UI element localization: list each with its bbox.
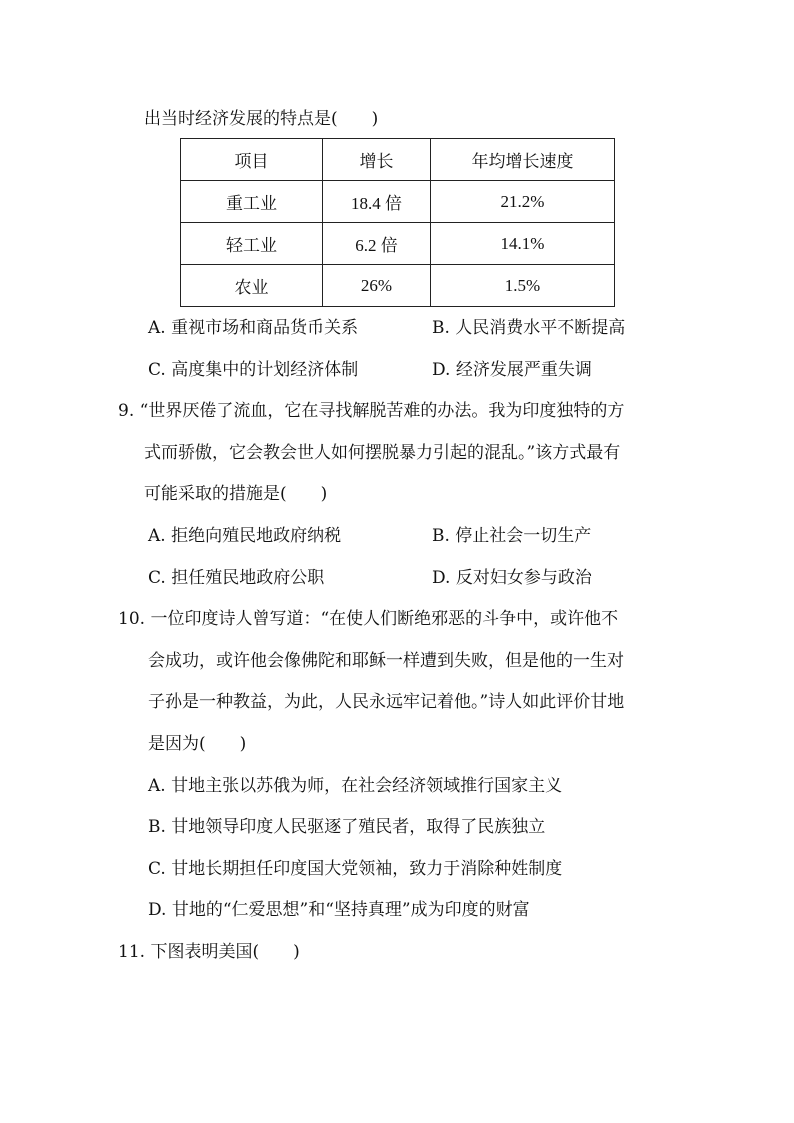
q11-stem: 11. 下图表明美国( ) [118,942,300,962]
table-row [181,265,615,307]
q9-option-b: B. 停止社会一切生产 [432,526,592,546]
q8-option-b: B. 人民消费水平不断提高 [432,318,626,338]
q10-option-a: A. 甘地主张以苏俄为师，在社会经济领域推行国家主义 [148,776,563,796]
q10-option-d: D. 甘地的“仁爱思想”和“坚持真理”成为印度的财富 [148,900,530,920]
q9-stem-line-1: 9. “世界厌倦了流血，它在寻找解脱苦难的办法。我为印度独特的方 [118,401,625,421]
table-header-cell: 年均增长速度 [431,139,615,181]
q9-stem-line-2: 式而骄傲，它会教会世人如何摆脱暴力引起的混乱。”该方式最有 [144,443,621,463]
q8-option-c: C. 高度集中的计划经济体制 [148,360,359,380]
table-cell: 18.4 倍 [323,181,431,223]
table-header-cell: 增长 [323,139,431,181]
table-cell: 农业 [181,265,323,307]
table-cell: 重工业 [181,181,323,223]
table-cell: 轻工业 [181,223,323,265]
q10-option-b: B. 甘地领导印度人民驱逐了殖民者，取得了民族独立 [148,817,546,837]
table-cell: 14.1% [431,223,615,265]
growth-table [180,138,615,307]
q10-stem-line-2: 会成功，或许他会像佛陀和耶稣一样遭到失败，但是他的一生对 [148,651,624,671]
table-row [181,181,615,223]
q8-stem-tail: 出当时经济发展的特点是( ) [144,109,379,129]
q9-option-c: C. 担任殖民地政府公职 [148,568,325,588]
q10-stem-line-3: 子孙是一种教益，为此，人民永远牢记着他。”诗人如此评价甘地 [148,692,625,712]
q10-option-c: C. 甘地长期担任印度国大党领袖，致力于消除种姓制度 [148,859,563,879]
table-cell: 26% [323,265,431,307]
q8-option-a: A. 重视市场和商品货币关系 [148,318,359,338]
q9-option-a: A. 拒绝向殖民地政府纳税 [148,526,342,546]
q9-stem-line-3: 可能采取的措施是( ) [144,484,328,504]
table-cell: 6.2 倍 [323,223,431,265]
table-row [181,223,615,265]
q8-option-d: D. 经济发展严重失调 [432,360,592,380]
q10-stem-line-4: 是因为( ) [148,734,247,754]
table-cell: 21.2% [431,181,615,223]
table-header-row [181,139,615,181]
table-header-cell: 项目 [181,139,323,181]
table-cell: 1.5% [431,265,615,307]
q10-stem-line-1: 10. 一位印度诗人曾写道：“在使人们断绝邪恶的斗争中，或许他不 [118,609,619,629]
q9-option-d: D. 反对妇女参与政治 [432,568,592,588]
